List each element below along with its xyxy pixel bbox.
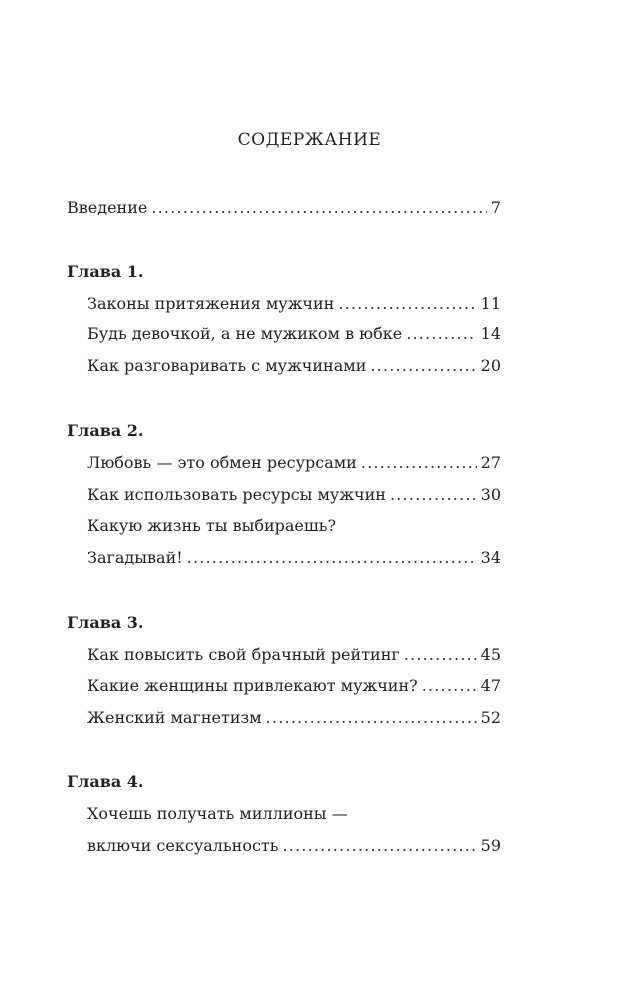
toc-entry-label: Какие женщины привлекают мужчин?: [87, 676, 418, 695]
toc-entry: [87, 675, 501, 697]
dot-leader: [187, 547, 477, 569]
toc-entry-line1: Какую жизнь ты выбираешь?: [87, 516, 337, 535]
dot-leader: [151, 197, 486, 219]
toc-entry: [87, 323, 501, 345]
dot-leader: [266, 707, 477, 729]
dot-leader: [370, 355, 476, 377]
toc-entry-page: 52: [480, 708, 501, 727]
toc-entry: [87, 452, 501, 474]
toc-entry-label: Введение: [67, 198, 148, 217]
dot-leader: [422, 675, 477, 697]
dot-leader: [282, 835, 476, 857]
chapter-heading-1: Глава 1.: [67, 262, 144, 281]
toc-entry-label: включи сексуальность: [87, 836, 279, 855]
toc-entry-page: 30: [480, 485, 501, 504]
toc-entry: [87, 835, 501, 857]
chapter-heading-4: Глава 4.: [67, 772, 144, 791]
toc-entry-page: 34: [480, 548, 501, 567]
toc-entry: [87, 293, 501, 315]
dot-leader: [404, 644, 477, 666]
toc-entry-page: 45: [480, 645, 501, 664]
dot-leader: [390, 484, 477, 506]
chapter-heading-3: Глава 3.: [67, 613, 144, 632]
toc-entry-intro: [67, 197, 501, 219]
toc-entry: [87, 547, 501, 569]
toc-entry-page: 7: [490, 198, 501, 217]
toc-entry-label: Как разговаривать с мужчинами: [87, 356, 367, 375]
dot-leader: [338, 293, 476, 315]
toc-title: СОДЕРЖАНИЕ: [237, 130, 382, 150]
toc-entry-page: 11: [480, 294, 501, 313]
toc-entry-label: Будь девочкой, а не мужиком в юбке: [87, 324, 403, 343]
toc-entry: [87, 355, 501, 377]
toc-entry: [87, 707, 501, 729]
toc-entry-line1: Хочешь получать миллионы —: [87, 804, 348, 823]
toc-entry-page: 20: [480, 356, 501, 375]
toc-entry-label: Законы притяжения мужчин: [87, 294, 335, 313]
toc-entry-page: 47: [480, 676, 501, 695]
toc-entry-page: 27: [480, 453, 501, 472]
toc-entry: [87, 644, 501, 666]
toc-entry-page: 14: [480, 324, 501, 343]
toc-entry-label: Любовь — это обмен ресурсами: [87, 453, 357, 472]
toc-entry-label: Как использовать ресурсы мужчин: [87, 485, 386, 504]
chapter-heading-2: Глава 2.: [67, 421, 144, 440]
toc-entry: [87, 484, 501, 506]
toc-entry-page: 59: [480, 836, 501, 855]
dot-leader: [361, 452, 477, 474]
toc-entry-label: Как повысить свой брачный рейтинг: [87, 645, 400, 664]
toc-entry-label: Женский магнетизм: [87, 708, 262, 727]
dot-leader: [406, 323, 476, 345]
toc-entry-label: Загадывай!: [87, 548, 183, 567]
